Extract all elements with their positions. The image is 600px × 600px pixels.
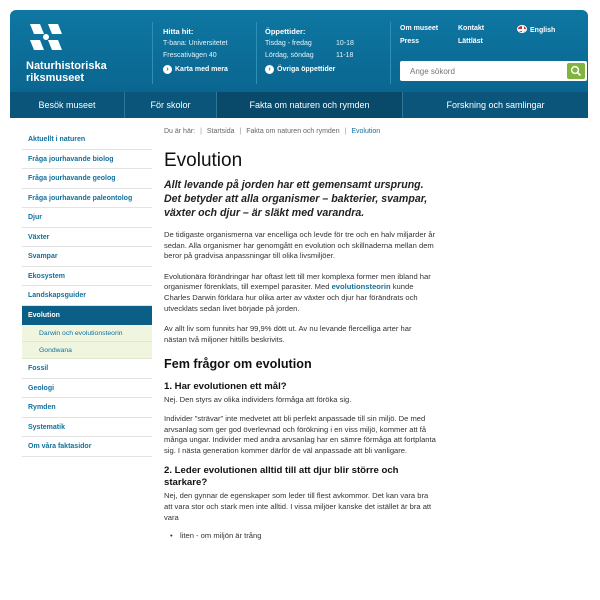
map-link[interactable] bbox=[163, 65, 228, 74]
header-divider bbox=[152, 22, 153, 84]
sidebar-subitem-gondwana[interactable]: Gondwana bbox=[22, 342, 152, 359]
chevron-right-icon: › bbox=[163, 65, 172, 74]
nav-item-visit[interactable]: Besök museet bbox=[10, 92, 125, 118]
search-button[interactable] bbox=[567, 63, 585, 79]
sidebar-item-systematics[interactable]: Systematik bbox=[22, 418, 152, 438]
nav-item-research[interactable]: Forskning och samlingar bbox=[446, 100, 545, 110]
breadcrumb bbox=[164, 128, 436, 142]
sidebar-item-ecosystems[interactable]: Ekosystem bbox=[22, 267, 152, 287]
sidebar-item-fungi[interactable]: Svampar bbox=[22, 247, 152, 267]
sidebar-item-fossils[interactable]: Fossil bbox=[22, 359, 152, 379]
list-item: • liten - om miljön är trång bbox=[164, 531, 436, 540]
body-paragraph-1: De tidigaste organismerna var encelliga och levde för tre och en halv miljarder år sedan. Alla organismer har genomgått en evolution och skillnaderna mellan dem beror på gradvisa anpassningar till olika livsmiljöer. bbox=[164, 230, 435, 261]
sidebar bbox=[22, 130, 152, 457]
answer-1-detail: Individer ”strävar” inte medvetet att bli perfekt anpassade till sin miljö. De med arvsanlag som ger god överlevnad och förökning i en viss miljö, kommer att få många ungar. Individer med andra arvsanlag har en sämre förmåga att fortplanta sig. I nästa generation kommer därför de väl anpassade att bli vanligare. bbox=[164, 413, 436, 455]
breadcrumb-separator: | bbox=[239, 128, 242, 135]
main-nav bbox=[10, 92, 588, 118]
breadcrumb-separator: | bbox=[200, 128, 202, 135]
sidebar-item-animals[interactable]: Djur bbox=[22, 208, 152, 228]
hours-day-1: Tisdag - fredag bbox=[265, 40, 312, 47]
logo-line-1: Naturhistoriska bbox=[26, 60, 107, 72]
question-2-heading: 2. Leder evolutionen alltid till att djur blir större och starkare? bbox=[164, 465, 399, 489]
lead-paragraph: Allt levande på jorden har ett gemensamt ursprung. Det betyder att alla organismer – bakterier, svampar, växter och djur – är släkt med varandra. bbox=[164, 179, 428, 219]
hours-link[interactable] bbox=[265, 65, 335, 74]
paragraph-text: Evolutionära förändringar har oftast lett till mer komplexa former men ibland har organismer förenklats, till exempel parasiter. Med bbox=[164, 271, 431, 292]
visit-title: Hitta hit: bbox=[163, 27, 194, 36]
answer-2: Nej, den gynnar de egenskaper som leder till flest avkommor. Det kan vara bra att vara stor och stark men inte alltid. I vissa miljöer kanske det istället är bra att vara bbox=[164, 491, 432, 522]
paragraph-text: kunde Charles Darwin förklara hur olika arter av växter och djur har förändrats och utvecklats sedan livet började på jorden. bbox=[164, 282, 418, 313]
question-1-heading: 1. Har evolutionen ett mål? bbox=[164, 381, 287, 393]
breadcrumb-facts[interactable]: Fakta om naturen och rymden bbox=[246, 128, 340, 135]
sidebar-item-about-facts[interactable]: Om våra faktasidor bbox=[22, 437, 152, 457]
body-paragraph-2 bbox=[164, 272, 436, 314]
hours-link-label: Övriga öppettider bbox=[277, 66, 336, 73]
breadcrumb-home[interactable]: Startsida bbox=[206, 128, 235, 135]
answer-1: Nej. Den styrs av olika individers förmåga att föröka sig. bbox=[164, 395, 352, 405]
sidebar-item-ask-geologist[interactable]: Fråga jourhavande geolog bbox=[22, 169, 152, 189]
museum-logo-icon[interactable] bbox=[26, 20, 66, 54]
english-link[interactable] bbox=[517, 25, 555, 34]
hours-title: Öppettider: bbox=[265, 27, 306, 36]
site-header bbox=[10, 10, 588, 92]
logo-line-2: riksmuseet bbox=[26, 72, 85, 84]
sidebar-item-space[interactable]: Rymden bbox=[22, 398, 152, 418]
page-title: Evolution bbox=[164, 150, 243, 171]
uk-flag-icon bbox=[517, 25, 527, 33]
contact-link[interactable]: Kontakt bbox=[458, 25, 485, 32]
press-link[interactable]: Press bbox=[400, 38, 420, 45]
chevron-right-icon: › bbox=[265, 65, 274, 74]
sidebar-item-plants[interactable]: Växter bbox=[22, 228, 152, 248]
sidebar-item-news[interactable]: Aktuellt i naturen bbox=[22, 130, 152, 150]
body-paragraph-3: Av allt liv som funnits har 99,9% dött ut. Av nu levande flercelliga arter har nästan två miljoner hittills beskrivits. bbox=[164, 324, 412, 344]
map-link-label: Karta med mera bbox=[175, 66, 228, 73]
main-content bbox=[164, 128, 436, 540]
english-label: English bbox=[530, 27, 556, 34]
sidebar-item-landscape-guides[interactable]: Landskapsguider bbox=[22, 286, 152, 306]
search-box bbox=[400, 61, 587, 81]
nav-item-schools[interactable]: För skolor bbox=[125, 92, 217, 118]
hours-day-2: Lördag, söndag bbox=[265, 52, 314, 59]
sidebar-item-ask-paleontologist[interactable]: Fråga jourhavande paleontolog bbox=[22, 189, 152, 209]
sidebar-item-evolution[interactable]: Evolution bbox=[22, 306, 152, 326]
nav-item-facts[interactable]: Fakta om naturen och rymden bbox=[217, 92, 403, 118]
hours-time-2: 11-18 bbox=[336, 52, 354, 59]
visit-line-2: Frescativägen 40 bbox=[163, 52, 217, 59]
visit-line-1: T-bana: Universitetet bbox=[163, 40, 228, 47]
hours-time-1: 10-18 bbox=[336, 40, 354, 47]
breadcrumb-current: Evolution bbox=[351, 128, 381, 135]
breadcrumb-separator: | bbox=[344, 128, 347, 135]
search-input[interactable] bbox=[400, 61, 563, 81]
header-divider bbox=[390, 22, 391, 84]
sidebar-subitem-darwin[interactable]: Darwin och evolutionsteorin bbox=[22, 325, 152, 342]
sidebar-item-geology[interactable]: Geologi bbox=[22, 379, 152, 399]
sidebar-item-ask-biologist[interactable]: Fråga jourhavande biolog bbox=[22, 150, 152, 170]
section-heading: Fem frågor om evolution bbox=[164, 357, 312, 372]
logo-text[interactable] bbox=[26, 60, 107, 84]
breadcrumb-prefix: Du är här: bbox=[164, 128, 196, 135]
search-icon bbox=[570, 65, 582, 77]
about-link[interactable]: Om museet bbox=[400, 25, 439, 32]
easy-read-link[interactable]: Lättläst bbox=[458, 38, 483, 45]
header-divider bbox=[256, 22, 257, 84]
evolution-theory-link[interactable]: evolutionsteorin bbox=[331, 282, 391, 292]
sidebar-submenu bbox=[22, 325, 152, 359]
